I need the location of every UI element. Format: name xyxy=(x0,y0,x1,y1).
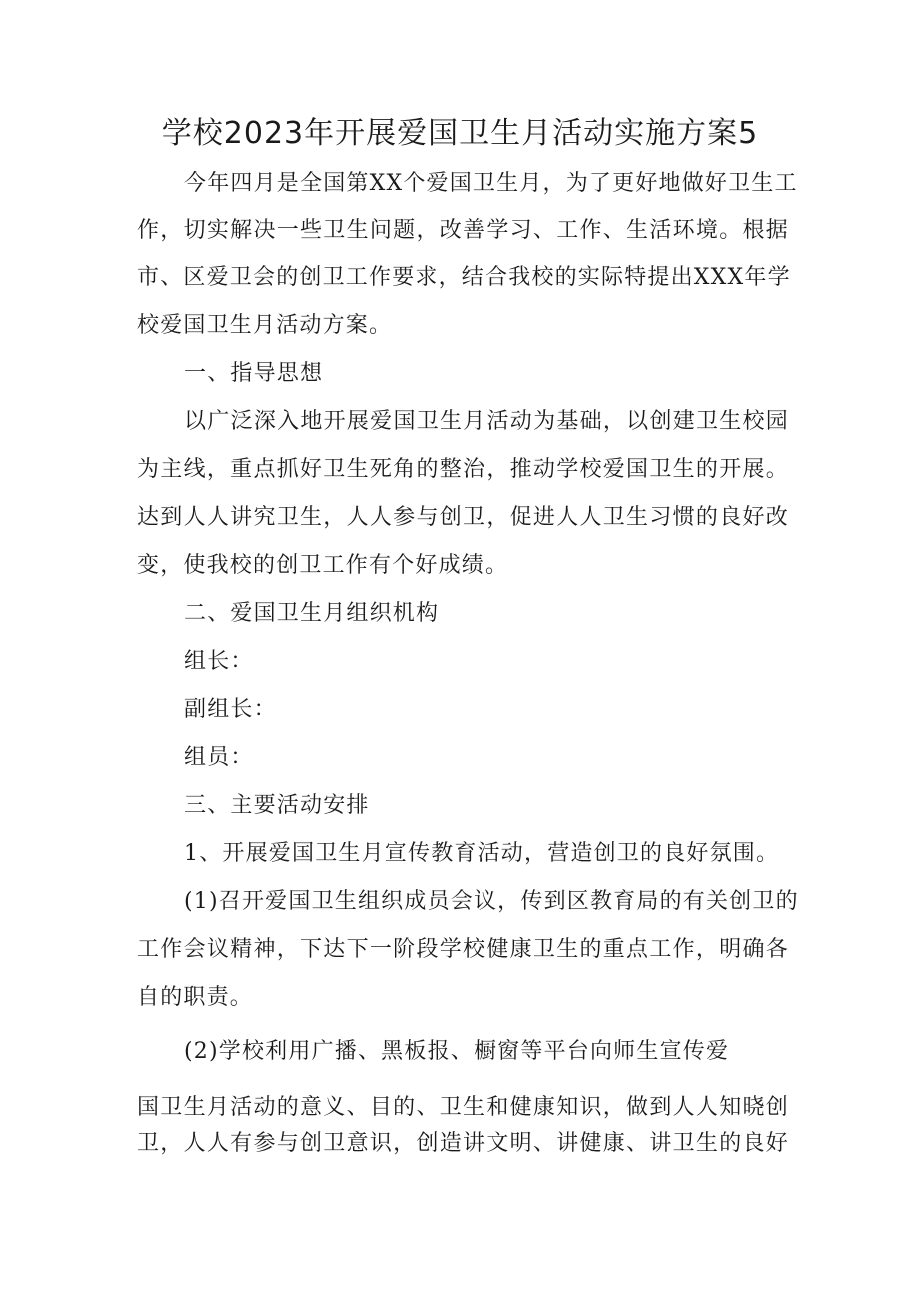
activity-heading: 1、开展爱国卫生月宣传教育活动，营造创卫的良好氛围。 xyxy=(184,841,780,866)
paragraph-line: 作，切实解决一些卫生问题，改善学习、工作、生活环境。根据 xyxy=(137,218,789,243)
paragraph-line: 为主线，重点抓好卫生死角的整治，推动学校爱国卫生的开展。 xyxy=(137,457,789,482)
section-heading: 一、指导思想 xyxy=(184,361,324,386)
paragraph-line: 卫，人人有参与创卫意识，创造讲文明、讲健康、讲卫生的良好 xyxy=(137,1131,789,1156)
section-heading: 三、主要活动安排 xyxy=(184,793,370,818)
paragraph-line: 自的职责。 xyxy=(137,985,254,1010)
document-title: 学校2023年开展爱国卫生月活动实施方案5 xyxy=(161,116,759,151)
section-heading: 二、爱国卫生月组织机构 xyxy=(184,601,440,626)
paragraph-line: 达到人人讲究卫生，人人参与创卫，促进人人卫生习惯的良好改 xyxy=(137,505,789,530)
paragraph-line: 变，使我校的创卫工作有个好成绩。 xyxy=(137,553,509,578)
paragraph-line: (2)学校利用广播、黑板报、橱窗等平台向师生宣传爱 xyxy=(184,1039,730,1064)
paragraph-line: 以广泛深入地开展爱国卫生月活动为基础，以创建卫生校园 xyxy=(184,409,789,434)
paragraph-line: 工作会议精神，下达下一阶段学校健康卫生的重点工作，明确各 xyxy=(137,937,789,962)
paragraph-line: 校爱国卫生月活动方案。 xyxy=(137,313,393,338)
paragraph-line: 国卫生月活动的意义、目的、卫生和健康知识，做到人人知晓创 xyxy=(137,1095,789,1120)
members-label: 组员： xyxy=(184,745,254,770)
paragraph-line: (1)召开爱国卫生组织成员会议，传到区教育局的有关创卫的 xyxy=(184,889,799,914)
paragraph-line: 市、区爱卫会的创卫工作要求，结合我校的实际特提出XXX年学 xyxy=(137,265,791,290)
deputy-leader-label: 副组长： xyxy=(184,697,277,722)
group-leader-label: 组长： xyxy=(184,649,254,674)
paragraph-line: 今年四月是全国第XX个爱国卫生月，为了更好地做好卫生工 xyxy=(184,171,798,196)
